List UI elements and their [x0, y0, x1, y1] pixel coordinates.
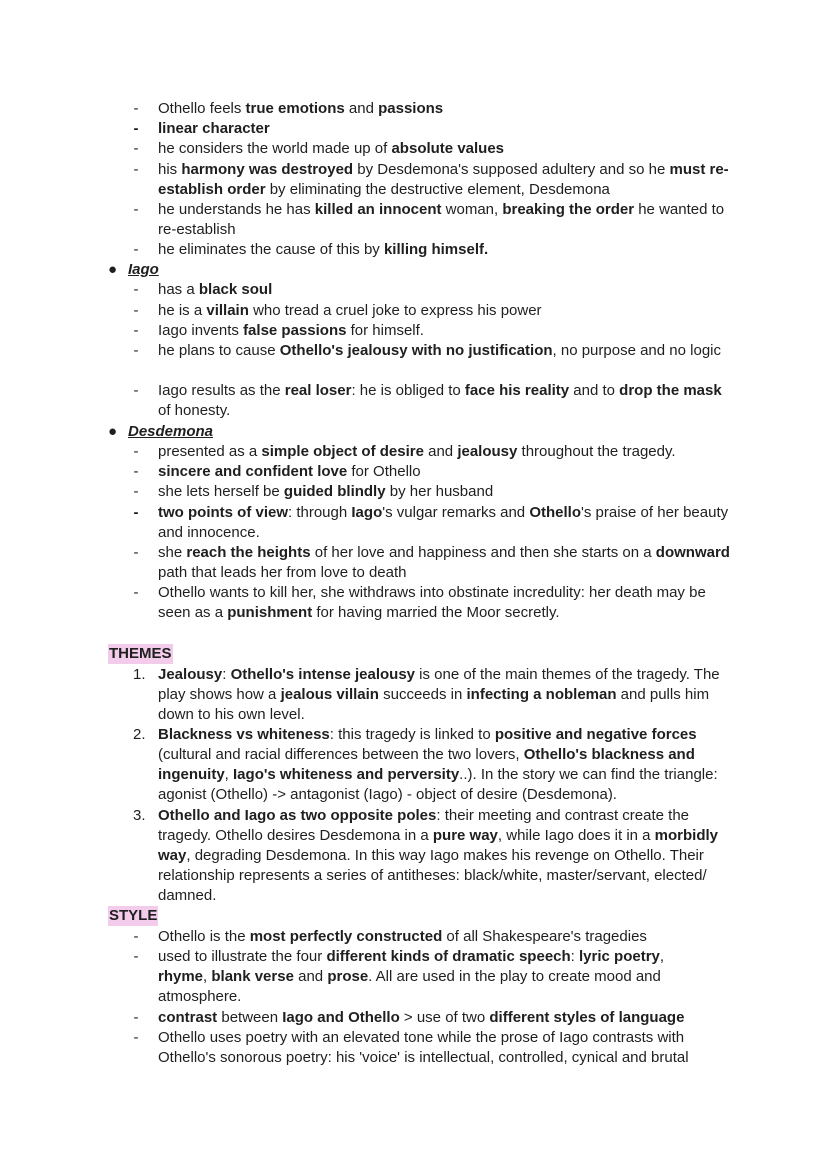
text-run: and — [293, 968, 328, 985]
desdemona-heading: Desdemona — [128, 423, 214, 440]
bold-text: reach the heights — [186, 544, 311, 561]
text-run: she — [158, 544, 187, 561]
list-item — [158, 301, 733, 321]
bold-text: killed an innocent — [314, 201, 442, 218]
themes-heading: THEMES — [109, 645, 172, 662]
dash-marker: - — [133, 322, 139, 339]
bold-text: downward — [655, 544, 730, 561]
dash-marker: - — [133, 382, 139, 399]
list-item — [158, 200, 733, 240]
text-run: by Desdemona's supposed adultery and so he — [353, 161, 670, 178]
text-run: for Othello — [347, 463, 421, 480]
list-item — [158, 442, 733, 462]
text-run: she lets herself be — [158, 483, 284, 500]
list-item — [158, 119, 733, 139]
list-item — [158, 99, 733, 119]
bold-text: false passions — [243, 322, 347, 339]
text-run: : this tragedy is linked to — [329, 726, 495, 743]
text-run: > use of two — [399, 1009, 490, 1026]
text-run: of her love and happiness and then she starts on a — [310, 544, 656, 561]
bold-text: must re-establish order — [158, 161, 729, 198]
text-run: he understands he has — [158, 201, 315, 218]
bold-text: villain — [206, 302, 249, 319]
bold-text: Iago and Othello — [282, 1009, 400, 1026]
dash-marker: - — [133, 483, 139, 500]
dash-marker: - — [133, 1029, 139, 1046]
bold-text: absolute values — [391, 140, 505, 157]
text-run: Othello wants to kill her, she withdraws into obstinate incredulity: her death may be seen as a — [158, 584, 706, 621]
text-run: 's vulgar remarks and — [382, 504, 530, 521]
text-run: 's praise of her beauty and innocence. — [158, 504, 729, 541]
style-heading: STYLE — [109, 907, 158, 924]
list-item — [158, 139, 733, 159]
text-run: succeeds in — [378, 686, 467, 703]
text-run: Othello uses poetry with an elevated tone while the prose of Iago contrasts with Othello's sonorous poetry: his 'voice' is intellectual, controlled, cynical and brutal — [158, 1029, 689, 1066]
text-run: Othello feels — [158, 100, 246, 117]
list-item — [158, 583, 733, 623]
list-item — [158, 381, 733, 421]
text-run: he is a — [158, 302, 207, 319]
bold-text: different styles of language — [489, 1009, 685, 1026]
number-marker: 3. — [133, 807, 146, 824]
dash-marker: - — [133, 463, 139, 480]
bold-text: Blackness vs whiteness — [158, 726, 330, 743]
text-run: for having married the Moor secretly. — [312, 604, 560, 621]
list-item — [158, 482, 733, 502]
list-item — [158, 240, 733, 260]
bold-text: Othello's blackness and ingenuity — [158, 746, 695, 783]
text-run: his — [158, 161, 182, 178]
iago-heading: Iago — [128, 261, 159, 278]
text-run: woman, — [441, 201, 503, 218]
list-item — [158, 321, 733, 341]
text-run: he wanted to re-establish — [158, 201, 725, 238]
text-run: Iago results as the — [158, 382, 285, 399]
bold-text: most perfectly constructed — [249, 928, 443, 945]
bold-text: harmony was destroyed — [181, 161, 354, 178]
bold-text: linear character — [158, 120, 270, 137]
list-item — [158, 725, 728, 805]
text-run: presented as a — [158, 443, 262, 460]
list-item — [158, 341, 733, 361]
dash-marker: - — [133, 281, 139, 298]
text-run: and to — [569, 382, 620, 399]
text-run: for himself. — [346, 322, 424, 339]
list-item — [158, 503, 733, 543]
bold-text: real loser — [284, 382, 352, 399]
bold-text: Othello and Iago as two opposite poles — [158, 807, 437, 824]
list-item — [158, 462, 733, 482]
text-run: , no purpose and no logic — [552, 342, 721, 359]
dash-marker: - — [133, 161, 139, 178]
bold-text: jealous villain — [280, 686, 379, 703]
text-run: he considers the world made up of — [158, 140, 392, 157]
bold-text: Othello — [529, 504, 581, 521]
bold-text: morbidly way — [158, 827, 719, 864]
list-item — [158, 1008, 733, 1028]
dash-marker: - — [133, 584, 139, 601]
bold-text: different kinds of dramatic speech — [326, 948, 571, 965]
bold-text: lyric poetry — [579, 948, 660, 965]
text-run: has a — [158, 281, 199, 298]
list-item — [158, 543, 733, 583]
bold-text: drop the mask — [619, 382, 722, 399]
text-run: , — [224, 766, 234, 783]
text-run: throughout the tragedy. — [517, 443, 676, 460]
bold-text: Othello's jealousy with no justification — [279, 342, 553, 359]
bold-text: blank verse — [211, 968, 294, 985]
text-run: and — [423, 443, 458, 460]
list-item — [158, 806, 718, 906]
text-run: , degrading Desdemona. In this way Iago makes his revenge on Othello. Their relationship represents a series of antitheses: black/white, master/servant, elected/ damned. — [158, 847, 707, 904]
dash-marker: - — [133, 342, 139, 359]
text-run: : through — [288, 504, 352, 521]
text-run: is one of the main themes of the tragedy. The play shows how a — [158, 666, 720, 703]
bold-text: passions — [378, 100, 444, 117]
bold-text: jealousy — [457, 443, 518, 460]
text-run: (cultural and racial differences between the two lovers, — [158, 746, 524, 763]
bullet-marker: ● — [108, 261, 118, 278]
bold-text: breaking the order — [502, 201, 635, 218]
dash-marker: - — [133, 443, 139, 460]
text-run: by eliminating the destructive element, Desdemona — [265, 181, 610, 198]
bold-text: Jealousy — [158, 666, 223, 683]
dash-marker: - — [133, 302, 139, 319]
text-run: path that leads her from love to death — [158, 564, 407, 581]
text-run: : — [222, 666, 231, 683]
bold-text: face his reality — [464, 382, 570, 399]
dash-marker: - — [133, 120, 139, 137]
text-run: . All are used in the play to create mood and atmosphere. — [158, 968, 661, 1005]
text-run: , while Iago does it in a — [497, 827, 655, 844]
bold-text: rhyme — [158, 968, 204, 985]
text-run: : — [570, 948, 580, 965]
list-item — [158, 947, 688, 1007]
bold-text: simple object of desire — [261, 443, 424, 460]
bold-text: killing himself. — [383, 241, 489, 258]
text-run: Iago invents — [158, 322, 244, 339]
list-item — [158, 665, 728, 725]
bold-text: black soul — [198, 281, 273, 298]
dash-marker: - — [133, 544, 139, 561]
dash-marker: - — [133, 948, 139, 965]
bold-text: infecting a nobleman — [466, 686, 617, 703]
bold-text: pure way — [432, 827, 498, 844]
text-run: by her husband — [385, 483, 494, 500]
dash-marker: - — [133, 928, 139, 945]
text-run: used to illustrate the four — [158, 948, 327, 965]
dash-marker: - — [133, 1009, 139, 1026]
text-run: , — [659, 948, 665, 965]
dash-marker: - — [133, 201, 139, 218]
number-marker: 2. — [133, 726, 146, 743]
bold-text: prose — [327, 968, 369, 985]
list-item — [158, 160, 733, 200]
text-run: Othello is the — [158, 928, 250, 945]
text-run: ..). In the story we can find the triangle: agonist (Othello) -> antagonist (Iago) - object of desire (Desdemona). — [158, 766, 718, 803]
dash-marker: - — [133, 100, 139, 117]
list-item — [158, 280, 733, 300]
bold-text: Iago's whiteness and perversity — [233, 766, 460, 783]
text-run: , — [203, 968, 212, 985]
text-run: and pulls him down to his own level. — [158, 686, 710, 723]
bold-text: Othello's intense jealousy — [230, 666, 416, 683]
bold-text: Iago — [351, 504, 383, 521]
bold-text: contrast — [158, 1009, 218, 1026]
text-run: : he is obliged to — [351, 382, 465, 399]
text-run: he eliminates the cause of this by — [158, 241, 384, 258]
list-item — [158, 1028, 718, 1068]
text-run: : their meeting and contrast create the tragedy. Othello desires Desdemona in a — [158, 807, 690, 844]
text-run: he plans to cause — [158, 342, 280, 359]
bold-text: true emotions — [245, 100, 345, 117]
bullet-marker: ● — [108, 423, 118, 440]
bold-text: punishment — [227, 604, 313, 621]
bold-text: two points of view — [158, 504, 288, 521]
text-run: and — [344, 100, 379, 117]
text-run: who tread a cruel joke to express his power — [248, 302, 542, 319]
bold-text: positive and negative forces — [494, 726, 697, 743]
text-run: of honesty. — [158, 402, 231, 419]
list-item — [158, 927, 733, 947]
dash-marker: - — [133, 504, 139, 521]
bold-text: sincere and confident love — [158, 463, 348, 480]
text-run: of all Shakespeare's tragedies — [442, 928, 647, 945]
bold-text: guided blindly — [283, 483, 386, 500]
number-marker: 1. — [133, 666, 146, 683]
text-run: between — [217, 1009, 283, 1026]
dash-marker: - — [133, 140, 139, 157]
dash-marker: - — [133, 241, 139, 258]
